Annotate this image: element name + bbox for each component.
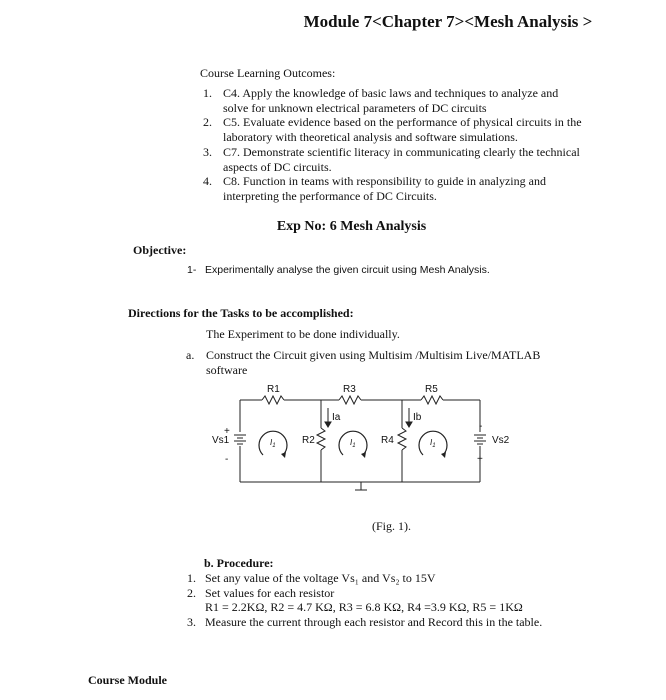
task-a-label: a.: [186, 348, 195, 362]
outcome-number: 3.: [203, 145, 212, 159]
ib-arrow-head: [406, 422, 412, 427]
mesh-2-current-label: $I_1$: [350, 438, 356, 449]
outcome-line: interpreting the performance of DC Circuits.: [223, 189, 437, 203]
procedure-step-number: 1.: [187, 571, 196, 585]
directions-note: The Experiment to be done individually.: [206, 327, 400, 341]
experiment-title: Exp No: 6 Mesh Analysis: [276, 219, 427, 234]
outcome-line: C7. Demonstrate scientific literacy in communicating clearly the technical: [223, 145, 580, 159]
r2-resistor: [317, 428, 325, 450]
footer-label: Course Module: [88, 673, 167, 687]
outcome-number: 2.: [203, 115, 212, 129]
r3-label: R3: [343, 384, 356, 395]
r2-label: R2: [302, 435, 315, 446]
r1-resistor: [262, 396, 284, 404]
mesh-3-current-label: $I_1$: [430, 438, 436, 449]
outcome-number: 1.: [203, 86, 212, 100]
vs1-plus: +: [224, 426, 230, 437]
outcome-line: C5. Evaluate evidence based on the performance of physical circuits in the: [223, 115, 582, 129]
r3-resistor: [339, 396, 361, 404]
task-a-text: [206, 348, 540, 378]
mesh-loop-2-arrow: [361, 452, 366, 458]
vs2-plus: +: [477, 454, 483, 465]
outcome-line: laboratory with theoretical analysis and software simulations.: [223, 130, 518, 144]
directions-heading: Directions for the Tasks to be accomplished:: [128, 306, 354, 320]
r1-label: R1: [267, 384, 280, 395]
outcome-line: aspects of DC circuits.: [223, 160, 332, 174]
r5-label: R5: [425, 384, 438, 395]
task-a-line: Construct the Circuit given using Multisim /Multisim Live/MATLAB: [206, 348, 541, 362]
r4-resistor: [398, 428, 406, 450]
r5-resistor: [421, 396, 443, 404]
objective-text: Experimentally analyse the given circuit using Mesh Analysis.: [205, 264, 490, 276]
vs2-minus: -: [479, 421, 483, 432]
procedure-step-text: Set values for each resistor: [205, 586, 335, 600]
outcome-line: C8. Function in teams with responsibility to guide in analyzing and: [223, 174, 546, 188]
figure-caption: (Fig. 1).: [372, 519, 411, 533]
outcome-line: solve for unknown electrical parameters of DC circuits: [223, 101, 487, 115]
mesh-circuit-diagram: [190, 380, 520, 500]
resistor-values: R1 = 2.2KΩ, R2 = 4.7 KΩ, R3 = 6.8 KΩ, R4 =3.9 KΩ, R5 = 1KΩ: [205, 600, 523, 614]
page-title: Module 7<Chapter 7><Mesh Analysis >: [303, 12, 593, 31]
outcomes-heading: Course Learning Outcomes:: [200, 66, 336, 80]
ia-label: Ia: [332, 412, 341, 423]
objective-number: 1-: [187, 264, 197, 276]
outcome-number: 4.: [203, 174, 212, 188]
r4-label: R4: [381, 435, 394, 446]
mesh-1-current-label: $I_1$: [270, 438, 276, 449]
mesh-loop-3-arrow: [441, 452, 446, 458]
vs1-minus: -: [225, 454, 229, 465]
procedure-step-text: Measure the current through each resistor and Record this in the table.: [205, 615, 543, 629]
mesh-loop-1-arrow: [281, 452, 286, 458]
procedure-step-number: 3.: [187, 615, 196, 629]
vs1-label: Vs1: [212, 435, 230, 446]
outcome-line: C4. Apply the knowledge of basic laws and techniques to analyze and: [223, 86, 559, 100]
ia-arrow-head: [325, 422, 331, 427]
objective-heading: Objective:: [133, 243, 187, 257]
vs2-label: Vs2: [492, 435, 510, 446]
task-a-line: software: [206, 363, 248, 377]
ib-label: Ib: [413, 412, 422, 423]
procedure-heading: b. Procedure:: [204, 556, 274, 570]
procedure-step-number: 2.: [187, 586, 196, 600]
procedure-step-text: Set any value of the voltage Vs₁ and Vs₂ to 15V: [205, 571, 436, 585]
